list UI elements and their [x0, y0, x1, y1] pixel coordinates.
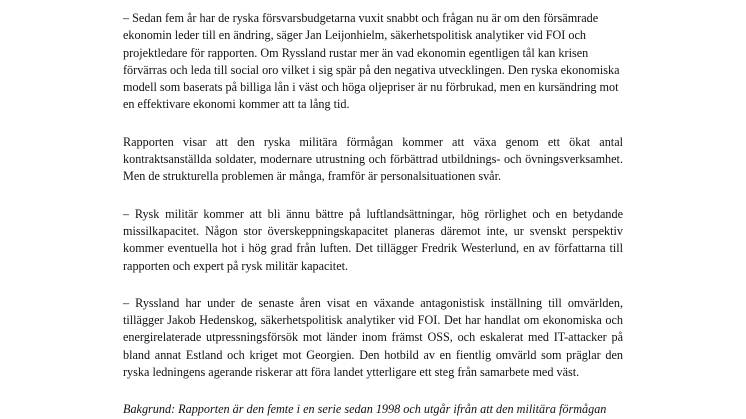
- paragraph-military-capability: Rapporten visar att den ryska militära förmågan kommer att växa genom ett ökat antal kontraktsanställda soldater, modernare utrustning och förbättrad utbildnings- och övningsverksamhet. Men de strukturella problemen är många, framför är personalsituationen svår.: [123, 134, 623, 184]
- paragraph-westerlund-quote: – Rysk militär kommer att bli ännu bättre på luftlandsättningar, hög rörlighet och en betydande missilkapacitet. Någon stor överskeppningskapacitet planeras däremot inte, ur svenskt perspektiv kommer eventuella hot i hög grad från luften. Det tillägger Fredrik Westerlund, en av författarna till rapporten och expert på rysk militär kapacitet.: [123, 206, 623, 273]
- paragraph-background-note: Bakgrund: Rapporten är den femte i en serie sedan 1998 och utgår ifrån att den militära förmågan: [123, 402, 607, 417]
- paragraph-hedenskog-quote: – Ryssland har under de senaste åren visat en växande antagonistisk inställning till omvärlden, tillägger Jakob Hedenskog, säkerhetspolitisk analytiker vid FOI. Det har handlat om ekonomiska och energirelaterade utpressningsförsök mot länder inom främst OSS, och eskalerat med IT-attacker på bland annat Estland och kriget mot Georgien. Den hotbild av en fientlig omvärld som präglar den ryska ledningens agerande riskerar att föra landet ytterligare ett steg från samarbete med väst.: [123, 295, 623, 380]
- document-page: [123, 10, 623, 419]
- paragraph-leijonhielm-quote: – Sedan fem år har de ryska försvarsbudgetarna vuxit snabbt och frågan nu är om den försämrade ekonomin leder till en ändring, säger Jan Leijonhielm, säkerhetspolitisk analytiker vid FOI och projektledare för rapporten. Om Ryssland rustar mer än vad ekonomin egentligen tål kan krisen förvärras och leda till social oro vilket i sig spär på den negativa utvecklingen. Den ryska ekonomiska modell som baserats på billiga lån i väst och höga oljepriser är nu förbrukad, men en kursändring mot en effektivare ekonomi kommer att ta lång tid.: [123, 11, 620, 112]
